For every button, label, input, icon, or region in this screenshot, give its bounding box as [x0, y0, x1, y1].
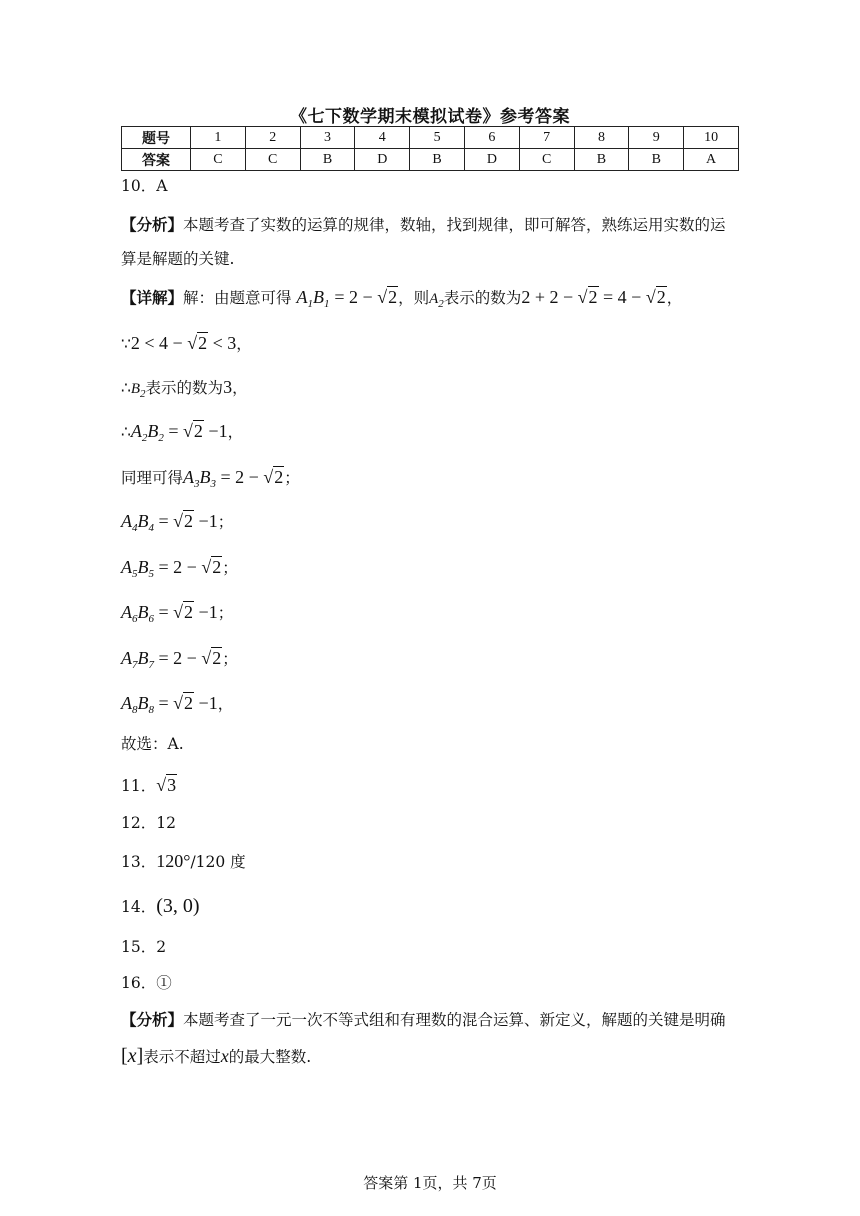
therefore-symbol: ∴	[121, 379, 131, 397]
sqrt-2: √2	[577, 287, 598, 307]
math-line: $A_7B_7 = 2 - √2$；	[121, 648, 238, 671]
math-expression: x	[220, 1046, 229, 1066]
table-cell: 8	[574, 127, 629, 149]
table-cell: B	[629, 149, 684, 171]
math-line: $A_6B_6 = √2 -1$；	[121, 602, 234, 625]
q10-answer: 10．A	[121, 177, 168, 195]
math-line: $A_4B_4 = √2 -1$；	[121, 511, 234, 534]
analysis-label: 【分析】	[121, 1010, 184, 1029]
math-expression: = 2 −	[334, 287, 378, 307]
table-cell: B	[574, 149, 629, 171]
math-expression: =	[163, 421, 184, 441]
math-expression: −1	[194, 602, 218, 622]
table-row-numbers	[122, 127, 739, 149]
table-cell: 1	[191, 127, 246, 149]
detail-text: 表示的数为	[443, 289, 522, 307]
row-label-number: 题号	[122, 127, 191, 149]
sqrt-2: √2	[187, 333, 208, 353]
q11-answer	[121, 776, 177, 795]
table-row-answers	[122, 149, 739, 171]
q15-answer: 15．2	[121, 938, 167, 956]
table-cell: B	[300, 149, 355, 171]
math-expression: =	[154, 602, 174, 622]
analysis-label: 【分析】	[121, 215, 184, 234]
table-cell: C	[519, 149, 574, 171]
table-cell: 2	[245, 127, 300, 149]
table-cell: C	[245, 149, 300, 171]
table-cell: D	[355, 149, 410, 171]
math-expression: −1	[194, 693, 218, 713]
answer-text: 14．	[121, 898, 157, 916]
math-expression: $A_1B_1$	[296, 287, 330, 310]
math-expression: $A_4B_4$	[121, 511, 154, 534]
table-cell: 9	[629, 127, 684, 149]
math-expression: 2 + 2 −	[521, 287, 578, 307]
sqrt-2: √2	[173, 602, 194, 622]
sqrt-2: √2	[173, 693, 194, 713]
math-expression: = 4 −	[598, 287, 646, 307]
table-cell: A	[684, 149, 739, 171]
math-line: $\therefore B_2$表示的数为3，	[121, 377, 248, 400]
math-expression: (3, 0)	[156, 895, 200, 917]
sqrt-2: √2	[183, 421, 203, 441]
math-expression: 2 < 4 −	[130, 333, 188, 353]
math-line: $A_8B_8 = √2 -1$，	[121, 693, 234, 716]
math-expression: $A_5B_5$	[121, 557, 154, 580]
answer-text: 11．	[121, 777, 157, 795]
table-cell: 3	[300, 127, 355, 149]
detail-text: ，则	[398, 289, 430, 307]
math-expression: =	[154, 511, 174, 531]
analysis-text: 本题考查了一元一次不等式组和有理数的混合运算、新定义，解题的关键是明确	[183, 1011, 726, 1029]
therefore-symbol: ∴	[121, 423, 131, 441]
math-expression: 3	[223, 377, 233, 397]
q10-analysis	[121, 208, 741, 276]
sqrt-2: √2	[201, 557, 222, 577]
table-cell: 7	[519, 127, 574, 149]
math-expression: −1	[203, 421, 228, 441]
sqrt-2: √2	[377, 287, 398, 307]
table-cell: 10	[684, 127, 739, 149]
page-title: 《七下数学期末模拟试卷》参考答案	[290, 107, 570, 127]
math-expression: $A_2$	[429, 291, 444, 310]
sqrt-2: √2	[263, 467, 284, 487]
table-cell: 5	[410, 127, 465, 149]
sqrt-3: √3	[156, 775, 177, 795]
math-expression: $A_3B_3$	[183, 467, 217, 490]
math-line: $\therefore A_2B_2 = √2 -1$，	[121, 421, 244, 444]
q10-conclusion: 故选：A.	[121, 735, 184, 753]
math-expression: [x]	[121, 1045, 144, 1067]
math-expression: =	[154, 693, 174, 713]
math-expression: $A_7B_7$	[121, 648, 154, 671]
sqrt-2: √2	[201, 648, 222, 668]
q16-answer: 16．①	[121, 974, 172, 992]
answer-text: /120 度	[190, 853, 246, 871]
math-expression: < 3	[208, 333, 237, 353]
page-footer: 答案第 1页，共 7页	[363, 1174, 497, 1192]
table-cell: B	[410, 149, 465, 171]
math-line: $A_5B_5 = 2 - √2$；	[121, 557, 238, 580]
analysis-text: 本题考查了实数的运算的规律，数轴，找到规律，即可解答，熟练运用实数的运算是解题的关键.	[121, 216, 726, 268]
because-symbol: ∵	[121, 335, 131, 353]
math-expression: 120°	[156, 851, 191, 871]
answer-table	[121, 126, 739, 171]
math-expression: $A_8B_8$	[121, 693, 154, 716]
row-label-answer: 答案	[122, 149, 191, 171]
answer-text: 13．	[121, 853, 157, 871]
math-expression: = 2 −	[154, 648, 202, 668]
analysis-text: 表示不超过	[143, 1048, 221, 1066]
math-expression: $A_6B_6$	[121, 602, 154, 625]
math-line: 同理可得$A_3B_3 = 2 - √2$；	[121, 467, 300, 490]
math-expression: $B_2$	[130, 381, 146, 400]
math-expression: −1	[194, 511, 218, 531]
table-cell: 4	[355, 127, 410, 149]
q14-answer	[121, 896, 200, 916]
detail-text: 解：由题意可得	[183, 289, 292, 307]
detail-text: 同理可得	[121, 469, 184, 487]
q13-answer	[121, 852, 246, 871]
analysis-text: 的最大整数.	[228, 1048, 312, 1066]
q10-detail: 【详解】解：由题意可得 $A_1B_1 = 2 - √2$，则$A_2$表示的数为2 + 2 − √2 = 4 − √2，	[121, 287, 683, 310]
sqrt-2: √2	[173, 511, 194, 531]
q12-answer: 12．12	[121, 814, 176, 832]
table-cell: 6	[464, 127, 519, 149]
math-expression: = 2 −	[216, 467, 264, 487]
math-line: ∵2 < 4 − √2 < 3，	[121, 333, 252, 353]
table-cell: D	[464, 149, 519, 171]
math-expression: $A_2B_2$	[130, 421, 164, 444]
q16-analysis	[121, 1002, 741, 1075]
detail-label: 【详解】	[121, 288, 184, 307]
table-cell: C	[191, 149, 246, 171]
math-expression: = 2 −	[154, 557, 202, 577]
sqrt-2: √2	[645, 287, 666, 307]
detail-text: 表示的数为	[145, 379, 224, 397]
